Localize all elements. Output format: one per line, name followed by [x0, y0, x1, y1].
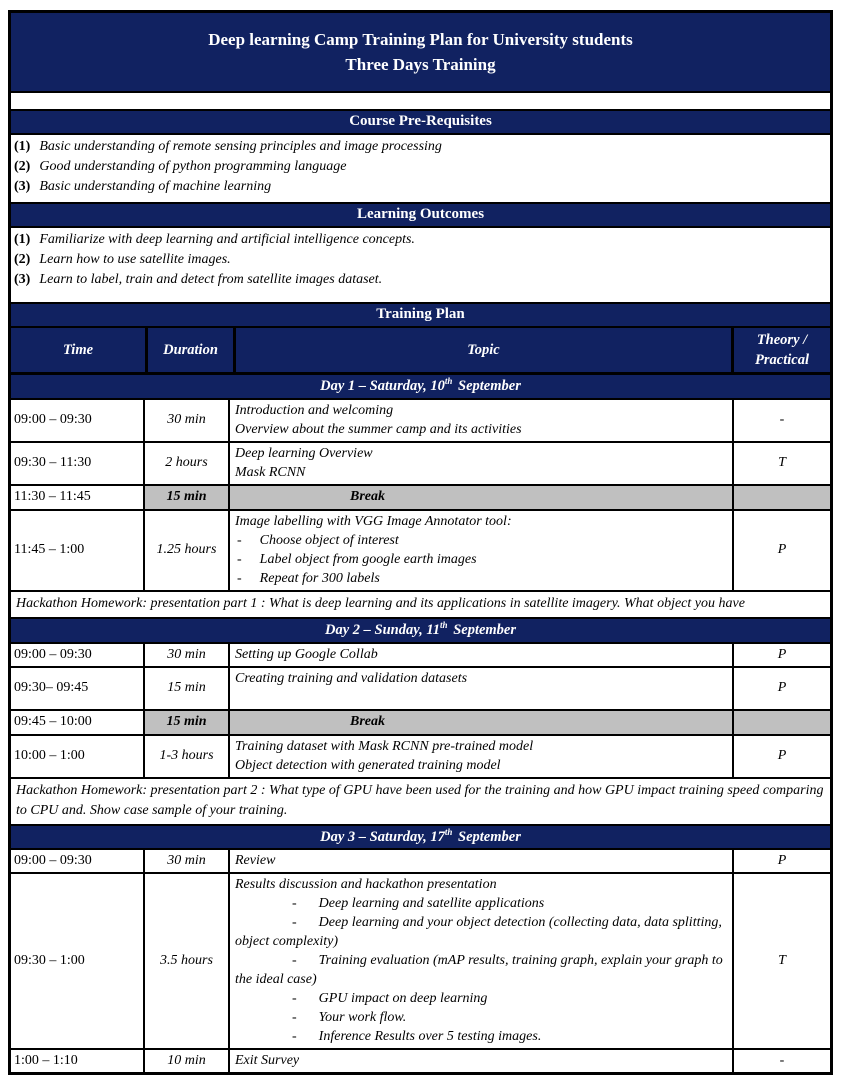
bullet-dash: - — [292, 991, 297, 1007]
training-plan-document — [8, 10, 833, 1075]
day-band-text-after: September — [449, 621, 517, 638]
topic-line: Creating training and validation datasets — [235, 670, 468, 686]
topic-line: Setting up Google Collab — [235, 646, 378, 662]
topic-line: Review — [235, 853, 276, 869]
bullet-text: Training evaluation (mAP results, training graph, explain your graph to the ideal case) — [235, 953, 723, 988]
topic-bullet-line — [235, 569, 727, 588]
topic-bullet-line — [235, 989, 727, 1008]
day-band — [11, 375, 830, 400]
list-item — [14, 157, 824, 177]
topic-bullet-line — [235, 951, 727, 989]
day-band — [11, 619, 830, 644]
prerequisites-list — [11, 135, 830, 204]
time-cell: 09:00 – 09:30 — [11, 644, 145, 666]
day-band-text: Day 2 – Sunday, 11 — [324, 621, 441, 638]
topic-cell: Break — [230, 711, 734, 734]
time-cell: 09:30– 09:45 — [11, 668, 145, 709]
topic-cell — [230, 1050, 734, 1072]
theory-cell: P — [777, 542, 787, 558]
time-cell: 11:45 – 1:00 — [11, 511, 145, 590]
list-item-number: (3) — [14, 179, 31, 194]
day-band-ordinal: th — [444, 826, 453, 837]
duration-cell: 3.5 hours — [145, 874, 230, 1048]
section-heading-training-plan: Training Plan — [11, 304, 830, 328]
topic-line: Exit Survey — [235, 1053, 300, 1069]
list-item — [14, 270, 824, 290]
bullet-dash: - — [237, 551, 242, 567]
bullet-text: Choose object of interest — [259, 532, 399, 548]
topic-bullet-line — [235, 894, 727, 913]
theory-cell: - — [779, 412, 785, 428]
duration-cell: 15 min — [145, 486, 230, 509]
day-band-text: Day 3 – Saturday, 17 — [320, 828, 445, 845]
topic-line: Mask RCNN — [235, 464, 306, 480]
homework-note-row: Hackathon Homework: presentation part 1 : What is deep learning and its applications in satellite imagery. What object you have — [11, 592, 830, 619]
topic-line: Deep learning Overview — [235, 445, 373, 461]
break-row — [11, 486, 830, 511]
list-item — [14, 137, 824, 157]
break-row — [11, 711, 830, 736]
outcomes-list — [11, 228, 830, 304]
duration-cell: 1-3 hours — [145, 736, 230, 777]
topic-bullet-line — [235, 550, 727, 569]
session-row — [11, 511, 830, 592]
topic-cell — [230, 668, 734, 709]
topic-cell — [230, 874, 734, 1048]
day-band-text-after: September — [454, 377, 521, 394]
column-header-time: Time — [11, 328, 145, 372]
list-item — [14, 177, 824, 197]
theory-cell: P — [777, 680, 787, 696]
column-header-theory-practical: Theory / Practical — [734, 328, 830, 372]
homework-note-row: Hackathon Homework: presentation part 2 : What type of GPU have been used for the training and how GPU impact training speed comparing to CPU and. Show case sample of your training. — [11, 779, 830, 826]
list-item — [14, 230, 824, 250]
topic-line — [235, 688, 727, 707]
day-band-text: Day 1 – Saturday, 10 — [320, 377, 445, 394]
list-item — [14, 250, 824, 270]
day-band — [11, 826, 830, 851]
list-item-number: (2) — [14, 159, 31, 174]
session-row — [11, 644, 830, 668]
bullet-dash: - — [292, 896, 297, 912]
session-row — [11, 443, 830, 486]
bullet-dash: - — [292, 953, 297, 969]
bullet-dash: - — [237, 532, 242, 548]
bullet-text: Inference Results over 5 testing images. — [318, 1029, 542, 1045]
theory-cell — [734, 486, 830, 509]
spacer-row — [11, 93, 830, 111]
bullet-dash: - — [292, 1029, 297, 1045]
list-item-number: (1) — [14, 232, 31, 247]
topic-bullet-line — [235, 1008, 727, 1027]
bullet-dash: - — [292, 1010, 297, 1026]
section-heading-outcomes: Learning Outcomes — [11, 204, 830, 228]
list-item-text: Basic understanding of remote sensing principles and image processing — [39, 139, 442, 154]
session-row — [11, 850, 830, 874]
time-cell: 09:30 – 1:00 — [11, 874, 145, 1048]
topic-bullet-line — [235, 913, 727, 951]
time-cell: 1:00 – 1:10 — [11, 1050, 145, 1072]
document-title — [11, 13, 830, 93]
topic-line: Image labelling with VGG Image Annotator tool: — [235, 513, 512, 529]
bullet-dash: - — [292, 915, 297, 931]
bullet-text: Deep learning and satellite applications — [318, 896, 545, 912]
list-item-number: (3) — [14, 272, 31, 287]
day-band-text-after: September — [454, 828, 521, 845]
theory-cell: P — [777, 748, 787, 764]
theory-cell: T — [778, 455, 786, 471]
topic-line: Object detection with generated training model — [235, 757, 501, 773]
theory-cell — [734, 711, 830, 734]
bullet-dash: - — [237, 570, 242, 586]
list-item-number: (2) — [14, 252, 31, 267]
title-line-1: Deep learning Camp Training Plan for University students — [208, 30, 633, 49]
bullet-text: Your work flow. — [318, 1010, 407, 1026]
topic-bullet-line — [235, 531, 727, 550]
duration-cell: 2 hours — [145, 443, 230, 484]
topic-line: Results discussion and hackathon presentation — [235, 877, 497, 893]
section-heading-prerequisites: Course Pre-Requisites — [11, 111, 830, 135]
session-row — [11, 736, 830, 779]
column-header-topic: Topic — [236, 328, 731, 372]
day-band-ordinal: th — [440, 619, 448, 630]
time-cell: 09:00 – 09:30 — [11, 400, 145, 441]
duration-cell: 30 min — [145, 644, 230, 666]
topic-cell — [230, 443, 734, 484]
list-item-text: Basic understanding of machine learning — [39, 179, 272, 194]
topic-bullet-line — [235, 1027, 727, 1046]
duration-cell: 30 min — [145, 400, 230, 441]
topic-cell — [230, 736, 734, 777]
bullet-text: GPU impact on deep learning — [318, 991, 488, 1007]
day-band-ordinal: th — [444, 376, 453, 386]
session-row — [11, 400, 830, 443]
session-row — [11, 1050, 830, 1072]
duration-cell: 10 min — [145, 1050, 230, 1072]
column-header-duration: Duration — [148, 328, 233, 372]
time-cell: 09:00 – 09:30 — [11, 850, 145, 872]
session-row — [11, 874, 830, 1050]
list-item-text: Good understanding of python programming language — [39, 159, 347, 174]
duration-cell: 15 min — [145, 711, 230, 734]
topic-line: Overview about the summer camp and its activities — [235, 421, 522, 437]
duration-cell: 1.25 hours — [145, 511, 230, 590]
theory-cell: T — [778, 953, 786, 969]
theory-cell: P — [777, 853, 787, 869]
time-cell: 09:45 – 10:00 — [11, 711, 145, 734]
topic-cell — [230, 511, 734, 590]
topic-line: Training dataset with Mask RCNN pre-trained model — [235, 738, 534, 754]
list-item-text: Learn to label, train and detect from satellite images dataset. — [39, 272, 383, 287]
bullet-text: Repeat for 300 labels — [259, 570, 380, 586]
list-item-text: Learn how to use satellite images. — [39, 252, 231, 267]
plan-table-header — [11, 328, 830, 375]
duration-cell: 30 min — [145, 850, 230, 872]
theory-cell: P — [777, 646, 787, 662]
bullet-text: Deep learning and your object detection (collecting data, data splitting, object complexity) — [235, 915, 722, 950]
session-row — [11, 668, 830, 711]
topic-cell — [230, 400, 734, 441]
topic-cell — [230, 644, 734, 666]
time-cell: 10:00 – 1:00 — [11, 736, 145, 777]
time-cell: 09:30 – 11:30 — [11, 443, 145, 484]
topic-line: Introduction and welcoming — [235, 402, 394, 418]
duration-cell: 15 min — [145, 668, 230, 709]
topic-cell — [230, 850, 734, 872]
topic-cell: Break — [230, 486, 734, 509]
plan-table-body — [11, 375, 830, 1072]
list-item-number: (1) — [14, 139, 31, 154]
title-line-2: Three Days Training — [345, 55, 496, 74]
time-cell: 11:30 – 11:45 — [11, 486, 145, 509]
list-item-text: Familiarize with deep learning and artificial intelligence concepts. — [39, 232, 415, 247]
theory-cell: - — [779, 1053, 785, 1069]
bullet-text: Label object from google earth images — [259, 551, 477, 567]
